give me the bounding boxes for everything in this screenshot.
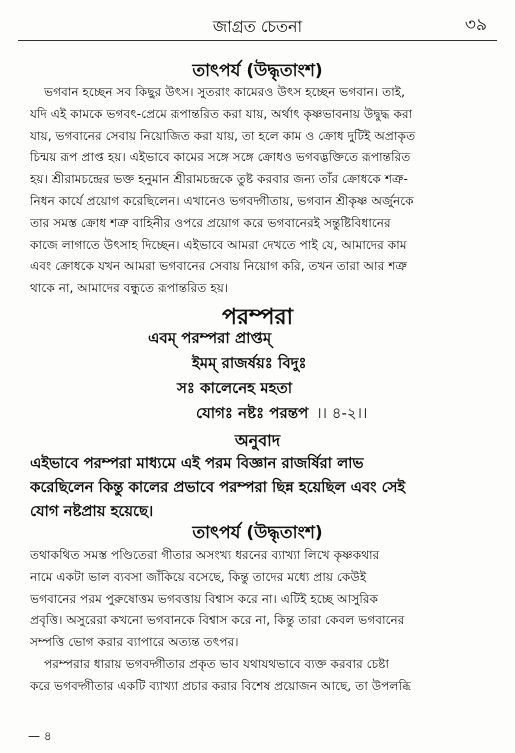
page-number: ৩৯	[464, 15, 487, 35]
paragraph-line: তার সমস্ত ক্রোধ শত্রু বাহিনীর ওপরে প্রয়োগ করে ভগবানেরই সন্তুষ্টিবিধানের	[30, 215, 391, 230]
paragraph-line: ভগবান হচ্ছেন সব কিছুর উৎস। সুতরাং কামেরও উৎস হচ্ছেন ভগবান। তাই,	[44, 85, 406, 99]
verse-line-3: সঃ কালেনেহ মহতা	[177, 379, 293, 397]
purport-heading-1: তাৎপর্য (উদ্ধৃতাংশ)	[192, 61, 323, 81]
paragraph-line: সম্পত্তি ভোগ করার ব্যাপারে অত্যন্ত তৎপর।	[30, 635, 239, 650]
translation-line: এইভাবে পরম্পরা মাধ্যমে এই পরম বিজ্ঞান রাজর্ষিরা লাভ	[30, 455, 364, 472]
page-header	[0, 10, 515, 40]
translation-line: করেছিলেন কিন্তু কালের প্রভাবে পরম্পরা ছিন্ন হয়েছিল এবং সেই	[30, 479, 406, 496]
paragraph-line: ভগবানের পরম পুরুষোত্তম ভগবত্তায় বিশ্বাস করে না। এটিই হচ্ছে আসুরিক	[30, 591, 379, 606]
paragraph-line: পরম্পরার ধারায় ভগবদ্গীতার প্রকৃত ভাব যথাযথভাবে ব্যক্ত করবার চেষ্টা	[44, 656, 390, 671]
paragraph-line: থাকে না, আমাদের বন্ধুতে রূপান্তরিত হয়।	[30, 281, 229, 296]
paragraph-line: কাজে লাগাতে উৎসাহ দিচ্ছেন। এইভাবে আমরা দেখতে পাই যে, আমাদের কাম	[30, 237, 407, 252]
paragraph-line: হয়। শ্রীরামচন্দ্রের ভক্ত হনুমান শ্রীরামচন্দ্রকে তুষ্ট করবার জন্য তাঁর ক্রোধকে শত্রু-	[30, 172, 408, 187]
verse-text: যোগঃ নষ্টঃ পরন্তপ	[196, 404, 309, 422]
translation-text	[30, 452, 491, 524]
header-rule	[18, 40, 497, 41]
paragraph-line: নিধন কার্যে প্রয়োগ করেছিলেন। এখানেও ভগবদ্গীতায়, ভগবান শ্রীকৃষ্ণ অর্জুনকে	[30, 193, 414, 208]
verse-number: ।। ৪-২।।	[316, 404, 368, 422]
translation-line: যোগ নষ্টপ্রায় হয়েছে।	[30, 503, 154, 520]
paragraph-line: যায়, ভগবানের সেবায় নিয়োজিত করা যায়, তা হলে কাম ও ক্রোধ দুটিই অপ্রাকৃত	[30, 128, 416, 143]
paragraph-line: যদি এই কামকে ভগবৎ-প্রেমে রূপান্তরিত করা যায়, অর্থাৎ কৃষ্ণভাবনায় উদ্বুদ্ধ করা	[30, 106, 413, 121]
signature-mark: — ৪	[28, 729, 52, 743]
paragraph-line: প্রবৃত্তি। অসুরেরা কখনো ভগবানকে বিশ্বাস করে না, কিন্তু তারা কেবল ভগবানের	[30, 613, 405, 628]
parampara-heading: পরম্পরা	[221, 305, 293, 330]
running-title: জাগ্রত চেতনা	[212, 17, 303, 36]
paragraph-line: চিন্ময় রূপ প্রাপ্ত হয়। এইভাবে কামের সঙ্গে সঙ্গে ক্রোধও ভগবদ্ভক্তিতে রূপান্তরিত	[30, 150, 411, 165]
purport-paragraph-2	[30, 545, 491, 698]
paragraph-line: নামে একটা ভাল ব্যবসা জাঁকিয়ে বসেছে, কিন্তু তাদের মধ্যে প্রায় কেউই	[30, 569, 367, 584]
verse-line-2: ইমম্ রাজর্ষয়ঃ বিদুঃ	[192, 354, 307, 372]
paragraph-line: তথাকথিত সমস্ত পণ্ডিতেরা গীতার অসংখ্য ধরনের ব্যাখ্যা লিখে কৃষ্ণকথার	[30, 548, 380, 562]
verse-line-4	[196, 402, 367, 427]
purport-heading-2: তাৎপর্য (উদ্ধৃতাংশ)	[192, 523, 323, 543]
paragraph-line: করে ভগবদ্গীতার একটি ব্যাখ্যা প্রচার করার বিশেষ প্রয়োজন আছে, তা উপলব্ধি	[30, 678, 411, 693]
purport-paragraph-1	[30, 82, 491, 300]
verse-line-1: এবম্ পরম্পরা প্রাপ্তম্	[148, 329, 272, 347]
translation-heading: অনুবাদ	[234, 431, 281, 450]
paragraph-line: এবং ক্রোধকে যখন আমরা ভগবানের সেবায় নিয়োগ করি, তখন তারা আর শত্রু	[30, 259, 408, 274]
